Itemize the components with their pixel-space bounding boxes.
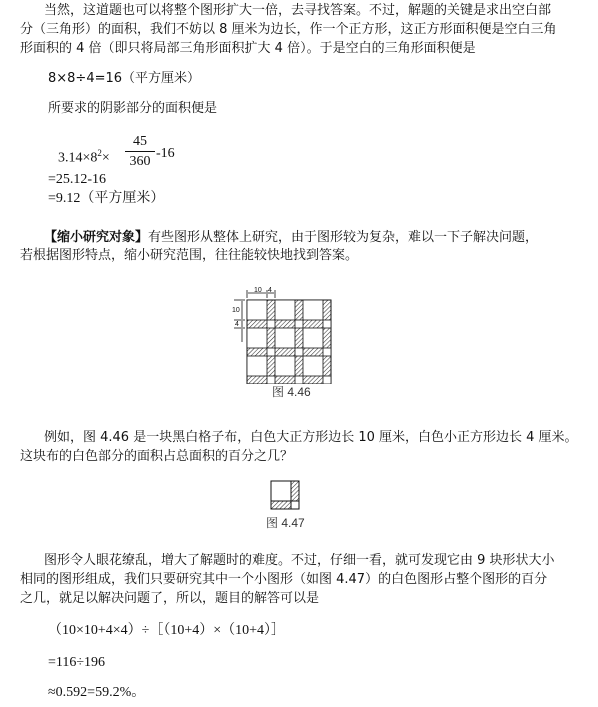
section-line: 【缩小研究对象】有些图形从整体上研究，由于图形较为复杂，难以一下子解决问题， (44, 230, 539, 245)
formula-suffix: -16 (156, 146, 175, 161)
white-small-square (295, 376, 303, 384)
explain-line: 相同的图形组成，我们只要研究其中一个小图形（如图 4.47）的白色图形占整个图形的百分 (20, 572, 548, 587)
dim-left-10: 10 (232, 307, 240, 314)
figure-caption-4-47: 图 4.47 (266, 516, 305, 530)
white-big-square (247, 300, 267, 320)
shaded-intro: 所要求的阴影部分的面积便是 (48, 101, 218, 116)
calc-triangle-area: 8×8÷4=16（平方厘米） (48, 71, 201, 86)
fraction-bar (125, 151, 155, 152)
dim-top-10: 10 (254, 287, 262, 294)
white-big-square (303, 356, 323, 376)
paragraph-line: 当然，这道题也可以将整个图形扩大一倍，去寻找答案。不过，解题的关键是求出空白部 (44, 3, 552, 18)
fraction-numerator: 45 (133, 134, 147, 149)
explain-line: 图形令人眼花缭乱，增大了解题时的难度。不过，仔细一看，就可发现它由 9 块形状大小 (44, 553, 555, 568)
formula-exponent: 2 (97, 148, 102, 158)
explain-line: 之几，就足以解决问题了，所以，题目的解答可以是 (20, 591, 320, 606)
example-line: 例如，图 4.46 是一块黑白格子布，白色大正方形边长 10 厘米，白色小正方形边长 4 厘米。 (44, 430, 578, 445)
formula-prefix: $3.14\times 8^2\times$ (58, 148, 110, 166)
white-small-square (267, 320, 275, 328)
section-line: 若根据图形特点，缩小研究范围，往往能较快地找到答案。 (20, 248, 359, 263)
white-big-square (303, 300, 323, 320)
fraction-denominator: 360 (129, 154, 151, 169)
formula-step2: =25.12-16 (48, 172, 107, 187)
white-big-square (303, 328, 323, 348)
white-small-square (267, 376, 275, 384)
formula-step3: =9.12（平方厘米） (48, 191, 165, 206)
white-small-square (323, 376, 331, 384)
white-small-square (323, 348, 331, 356)
white-small-square (295, 348, 303, 356)
paragraph-line: 形面积的 4 倍（即只将局部三角形面积扩大 4 倍）。于是空白的三角形面积便是 (20, 41, 476, 56)
white-big-square (247, 356, 267, 376)
white-big-square (275, 300, 295, 320)
figure-caption-4-46: 图 4.46 (272, 385, 311, 399)
dim-left-4: 4 (235, 321, 239, 328)
single-unit-figure (270, 480, 300, 510)
example-line: 这块布的白色部分的面积占总面积的百分之几？ (20, 449, 294, 464)
white-big-square (275, 328, 295, 348)
white-small-square (323, 320, 331, 328)
dim-top-4: 4 (268, 287, 272, 294)
section-title: 【缩小研究对象】 (44, 230, 149, 245)
paragraph-line: 分（三角形）的面积，我们不妨以 8 厘米为边长，作一个正方形，这正方形面积便是空白三角 (20, 22, 557, 37)
answer-line: （10×10+4×4）÷［（10+4）×（10+4）］ (48, 623, 286, 638)
checkered-cloth-figure (232, 284, 342, 384)
white-big-square (247, 328, 267, 348)
white-small-square (295, 320, 303, 328)
answer-line: =116÷196 (48, 655, 106, 670)
answer-line: ≈0.592=59.2%。 (48, 685, 146, 700)
white-small-square (267, 348, 275, 356)
white-big-square (275, 356, 295, 376)
